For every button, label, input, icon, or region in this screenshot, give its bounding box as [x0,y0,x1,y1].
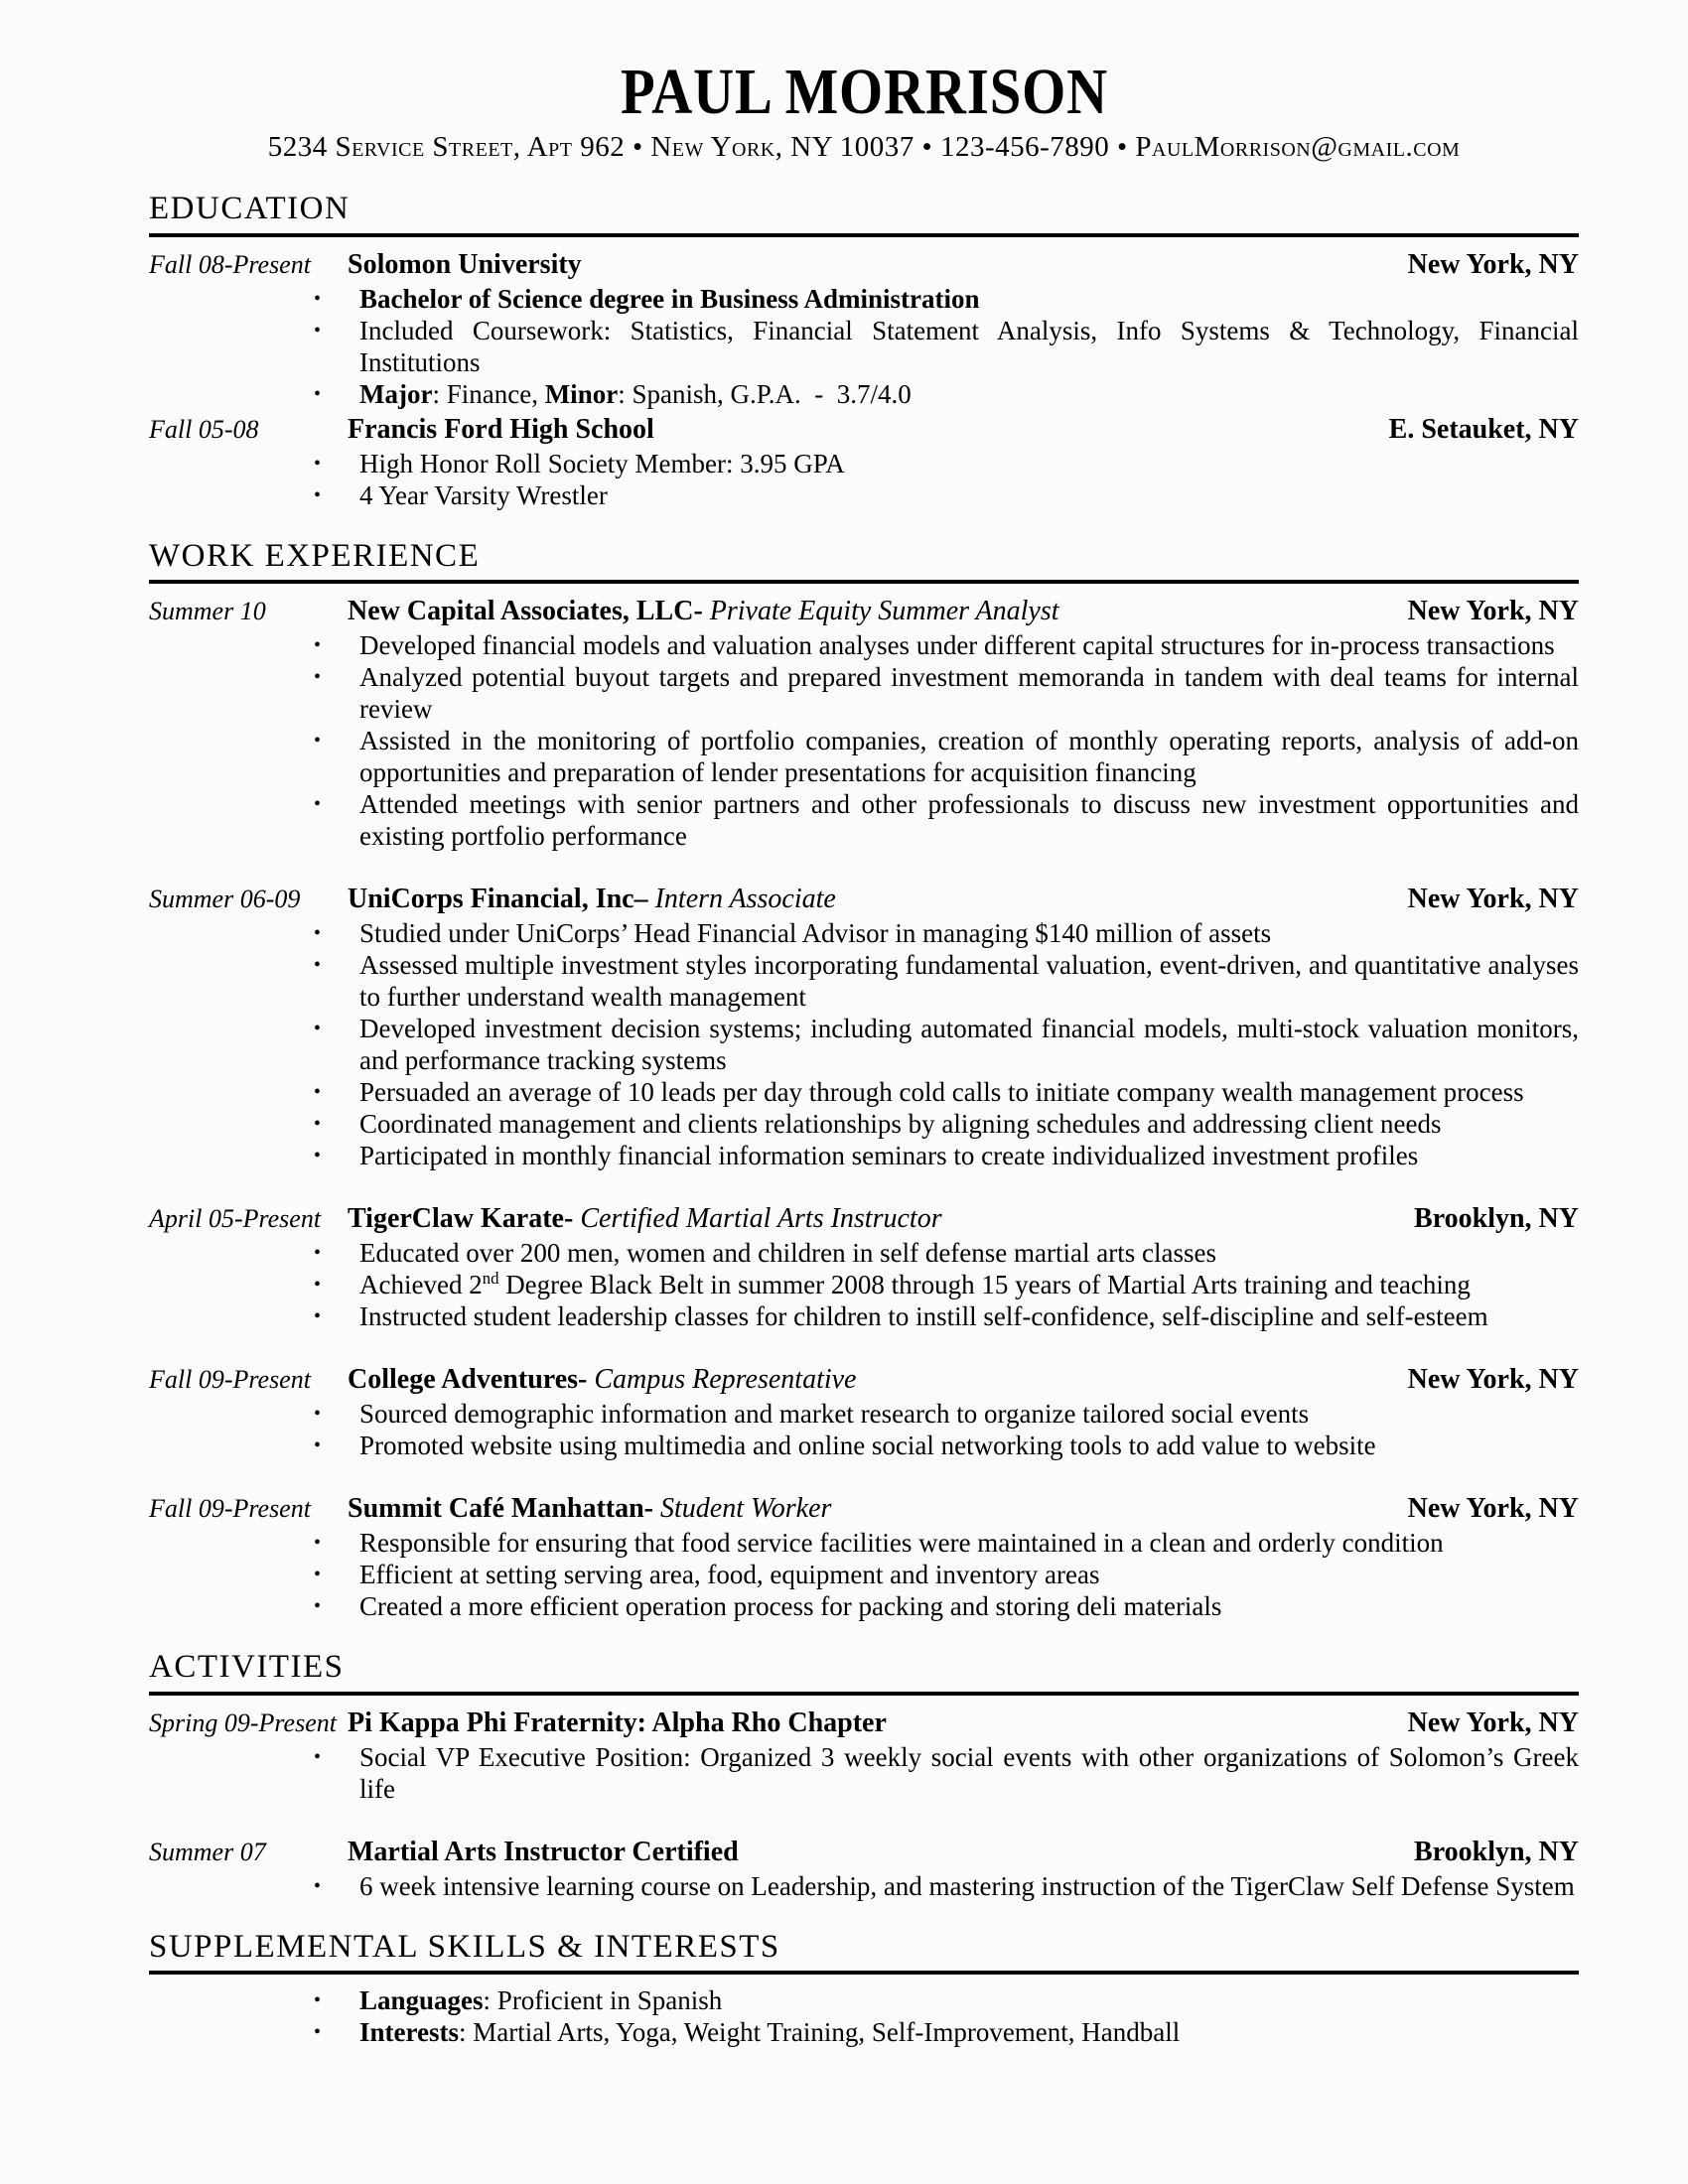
bullet-marker-icon: • [314,1874,322,1897]
bullet-item [314,1870,1579,1902]
bullet-item [314,283,1579,315]
bullet-marker-icon: • [314,1745,322,1768]
entry [149,882,1579,1171]
bullet-marker-icon: • [314,1018,322,1040]
entry-title-main: College Adventures- [348,1364,588,1396]
entry-header [149,1201,1579,1237]
entry-title [348,247,1408,283]
bullet-list [314,1398,1579,1461]
bullet-text-segment: : Finance, [432,378,545,409]
bullet-item [314,1076,1579,1108]
entry-location: New York, NY [1407,596,1579,627]
section-entries [149,1984,1579,2048]
bullet-text-segment: nd [482,1269,499,1289]
entry [149,1491,1579,1622]
bullet-marker-icon: • [314,287,322,310]
section-entries [149,1706,1579,1902]
bullet-text [359,448,1579,479]
bullet-text [359,1300,1579,1332]
bullet-item [314,629,1579,661]
entry-title [348,594,1408,629]
entry-header [149,594,1579,629]
bullet-item [314,1430,1579,1461]
section-rule [149,580,1579,584]
bullet-marker-icon: • [314,1434,322,1457]
entry-title [348,1491,1408,1527]
section-entries [149,247,1579,511]
bullet-text-segment: Coordinated management and clients relationships by aligning schedules and addressing client needs [359,1109,1442,1140]
bullet-text-segment: Promoted website using multimedia and online social networking tools to add value to website [359,1431,1376,1461]
bullet-marker-icon: • [314,1081,322,1104]
bullet-text [359,1108,1579,1140]
bullet-text-segment: Developed financial models and valuation analyses under different capital structures for in-process transactions [359,630,1555,661]
bullet-text-segment: Sourced demographic information and market research to organize tailored social events [359,1399,1310,1430]
entry-location: New York, NY [1407,1364,1579,1396]
bullet-item [314,448,1579,479]
entry-date: Spring 09-Present [149,1707,337,1737]
entry-title [348,1835,1414,1870]
section-heading: ACTIVITIES [149,1649,345,1686]
bullet-text [359,1559,1579,1590]
entry-date: Summer 10 [149,597,266,626]
bullet-marker-icon: • [314,954,322,977]
bullet-item [314,1140,1579,1171]
bullet-text [359,725,1579,788]
bullet-marker-icon: • [314,634,322,657]
entry-title-main: Solomon University [348,248,582,280]
bullet-item [314,378,1579,410]
bullet-marker-icon: • [314,2021,322,2044]
bullet-item [314,725,1579,788]
entry [149,1706,1579,1805]
bullet-item [314,1108,1579,1140]
bullet-text-segment: Educated over 200 men, women and children in self defense martial arts classes [359,1238,1216,1269]
bullet-list [314,629,1579,852]
entry-date: Summer 06-09 [149,885,301,914]
entry-location: Brooklyn, NY [1414,1203,1579,1235]
bullet-text [359,1013,1579,1076]
bullet-text [359,1430,1579,1461]
bullet-marker-icon: • [314,1564,322,1586]
bullet-text-segment: 4 Year Varsity Wrestler [359,479,608,510]
bullet-text-segment: Participated in monthly financial information seminars to create individualized investment profiles [359,1141,1419,1171]
bullet-text-segment: Bachelor of Science degree in Business Administration [359,283,980,314]
bullet-item [314,661,1579,725]
bullet-marker-icon: • [314,793,322,816]
bullet-item [314,1269,1579,1300]
bullet-text [359,1076,1579,1108]
bullet-text-segment: Analyzed potential buyout targets and prepared investment memoranda in tandem with deal teams for internal review [359,662,1579,725]
section [149,1928,1579,2049]
bullet-text-segment: Achieved 2 [359,1270,483,1300]
entry-location: Brooklyn, NY [1414,1836,1579,1867]
bullet-marker-icon: • [314,382,322,405]
entry-date: Fall 09-Present [149,1365,311,1395]
entry-header [149,882,1579,917]
entry-date: Fall 09-Present [149,1494,311,1524]
bullet-list [314,1237,1579,1332]
bullet-item [314,1984,1579,2016]
bullet-text [359,283,1579,315]
entry [149,1362,1579,1461]
entry-title [348,1706,1408,1741]
section [149,537,1579,1623]
bullet-text-segment: Assisted in the monitoring of portfolio companies, creation of monthly operating reports, analysis of add-on opportunities and preparation of lender presentations for acquisition financing [359,726,1579,788]
entry-title-main: New Capital Associates, LLC- [348,596,703,627]
section-rule [149,233,1579,237]
bullet-item [314,917,1579,949]
bullet-marker-icon: • [314,483,322,506]
entry-subtitle: Campus Representative [587,1364,857,1396]
entry-location: New York, NY [1407,1706,1579,1738]
bullet-text [359,1870,1579,1902]
entry-title [348,1201,1414,1237]
bullet-text-segment: Attended meetings with senior partners and other professionals to discuss new investment opportunities and existing portfolio performance [359,789,1579,852]
bullet-item [314,949,1579,1013]
entry-date: Fall 05-08 [149,414,259,444]
entry-date: Summer 07 [149,1837,266,1866]
bullet-list [314,1870,1579,1902]
sections [149,190,1579,2048]
bullet-text-segment: Languages [359,1985,484,2016]
entry-location: New York, NY [1407,1493,1579,1525]
entry-header [149,1706,1579,1741]
entry-date: Fall 08-Present [149,249,311,279]
bullet-item [314,315,1579,378]
section-heading: WORK EXPERIENCE [149,537,481,574]
bullet-text [359,1398,1579,1430]
entry-location: New York, NY [1407,248,1579,280]
entry-title-main: Summit Café Manhattan- [348,1493,653,1525]
bullet-text-segment: Included Coursework: Statistics, Financial Statement Analysis, Info Systems & Technology, Financial Institutions [359,315,1579,377]
bullet-marker-icon: • [314,1532,322,1555]
bullet-marker-icon: • [314,1145,322,1167]
bullet-text [359,1527,1579,1559]
bullet-item [314,788,1579,852]
bullet-text-segment: Created a more efficient operation process for packing and storing deli materials [359,1591,1222,1622]
entry-subtitle: Student Worker [653,1493,832,1525]
bullet-marker-icon: • [314,452,322,475]
bullet-item [314,1741,1579,1805]
bullet-marker-icon: • [314,1242,322,1265]
entry-header [149,1491,1579,1527]
bullet-text-segment: : Spanish, G.P.A. - 3.7/4.0 [618,378,912,409]
bullet-text-segment: Assessed multiple investment styles incorporating fundamental valuation, event-driven, and quantitative analyses to further understand wealth management [359,950,1579,1013]
entry-title [348,882,1408,917]
bullet-text [359,1741,1579,1805]
bullet-item [314,2016,1579,2048]
bullet-marker-icon: • [314,666,322,689]
entry-title-main: Francis Ford High School [348,413,654,445]
bullet-text [359,949,1579,1013]
section [149,1648,1579,1902]
bullet-text [359,1237,1579,1269]
entry-title-main: TigerClaw Karate- [348,1203,574,1235]
bullet-marker-icon: • [314,730,322,752]
bullet-text-segment: Efficient at setting serving area, food, equipment and inventory areas [359,1560,1100,1590]
entry [149,1201,1579,1332]
entry-location: New York, NY [1407,884,1579,915]
section-heading: SUPPLEMENTAL SKILLS & INTERESTS [149,1928,780,1965]
bullet-list [314,1984,1579,2048]
entry-header [149,412,1579,448]
section-rule [149,1971,1579,1975]
entry-title [348,412,1389,448]
entry-subtitle: Certified Martial Arts Instructor [573,1203,942,1235]
bullet-marker-icon: • [314,1274,322,1297]
bullet-marker-icon: • [314,1403,322,1426]
bullet-item [314,1237,1579,1269]
entry-date: April 05-Present [149,1204,322,1234]
bullet-list [314,1527,1579,1622]
section-entries [149,594,1579,1622]
bullet-item [314,479,1579,511]
entry-header [149,1835,1579,1870]
bullet-text-segment: Minor [544,378,619,409]
bullet-text-segment: Degree Black Belt in summer 2008 through 15 years of Martial Arts training and teaching [498,1270,1471,1300]
bullet-text-segment: Major [359,378,433,409]
section-rule [149,1692,1579,1696]
bullet-text [359,629,1579,661]
bullet-text [359,1590,1579,1622]
entry [149,594,1579,852]
bullet-text-segment: Persuaded an average of 10 leads per day through cold calls to initiate company wealth management process [359,1077,1524,1108]
section-heading: EDUCATION [149,190,351,226]
contact-line: 5234 Service Street, Apt 962 • New York, NY 10037 • 123-456-7890 • PaulMorrison@gmail.com [267,130,1461,163]
entry-title [348,1362,1408,1398]
bullet-item [314,1527,1579,1559]
bullet-text-segment: Social VP Executive Position: Organized 3 weekly social events with other organizations of Solomon’s Greek life [359,1741,1579,1804]
entry-subtitle: Intern Associate [647,884,836,915]
entry-title-main: Martial Arts Instructor Certified [348,1836,739,1867]
bullet-item [314,1590,1579,1622]
entry [149,412,1579,511]
section [149,190,1579,511]
bullet-item [314,1398,1579,1430]
bullet-text [359,2016,1579,2048]
entry-location: E. Setauket, NY [1388,413,1579,445]
bullet-text-segment: : Martial Arts, Yoga, Weight Training, Self-Improvement, Handball [458,2017,1181,2048]
entry [149,1835,1579,1902]
entry [149,1984,1579,2048]
bullet-text [359,788,1579,852]
bullet-text [359,315,1579,378]
bullet-text-segment: High Honor Roll Society Member: 3.95 GPA [359,448,845,478]
entry-header [149,1362,1579,1398]
bullet-marker-icon: • [314,1595,322,1618]
bullet-marker-icon: • [314,319,322,341]
entry-title-main: Pi Kappa Phi Fraternity: Alpha Rho Chapter [348,1706,887,1738]
bullet-text [359,378,1579,410]
bullet-text-segment: Interests [359,2017,459,2048]
entry-header [149,247,1579,283]
bullet-text [359,479,1579,511]
bullet-marker-icon: • [314,1989,322,2012]
bullet-item [314,1013,1579,1076]
bullet-text [359,1269,1579,1300]
bullet-marker-icon: • [314,922,322,945]
bullet-list [314,448,1579,511]
bullet-marker-icon: • [314,1305,322,1328]
bullet-text [359,1140,1579,1171]
bullet-text [359,661,1579,725]
bullet-text [359,1984,1579,2016]
bullet-text-segment: : Proficient in Spanish [483,1985,723,2016]
bullet-text [359,917,1579,949]
person-name [149,56,1579,129]
bullet-list [314,1741,1579,1805]
bullet-list [314,283,1579,410]
entry-title-main: UniCorps Financial, Inc– [348,884,648,915]
bullet-item [314,1559,1579,1590]
person-name-text: PAUL MORRISON [620,56,1108,128]
resume-header [149,56,1579,164]
bullet-text-segment: Developed investment decision systems; including automated financial models, multi-stock valuation monitors, and performance tracking systems [359,1014,1579,1076]
bullet-marker-icon: • [314,1113,322,1136]
entry [149,247,1579,410]
bullet-item [314,1300,1579,1332]
bullet-text-segment: Instructed student leadership classes for children to instill self-confidence, self-discipline and self-esteem [359,1301,1488,1332]
bullet-list [314,917,1579,1171]
bullet-text-segment: Studied under UniCorps’ Head Financial Advisor in managing $140 million of assets [359,918,1272,949]
bullet-text-segment: Responsible for ensuring that food service facilities were maintained in a clean and orderly condition [359,1528,1444,1559]
bullet-text-segment: 6 week intensive learning course on Leadership, and mastering instruction of the TigerClaw Self Defense System [359,1870,1575,1901]
entry-subtitle: Private Equity Summer Analyst [702,596,1059,627]
